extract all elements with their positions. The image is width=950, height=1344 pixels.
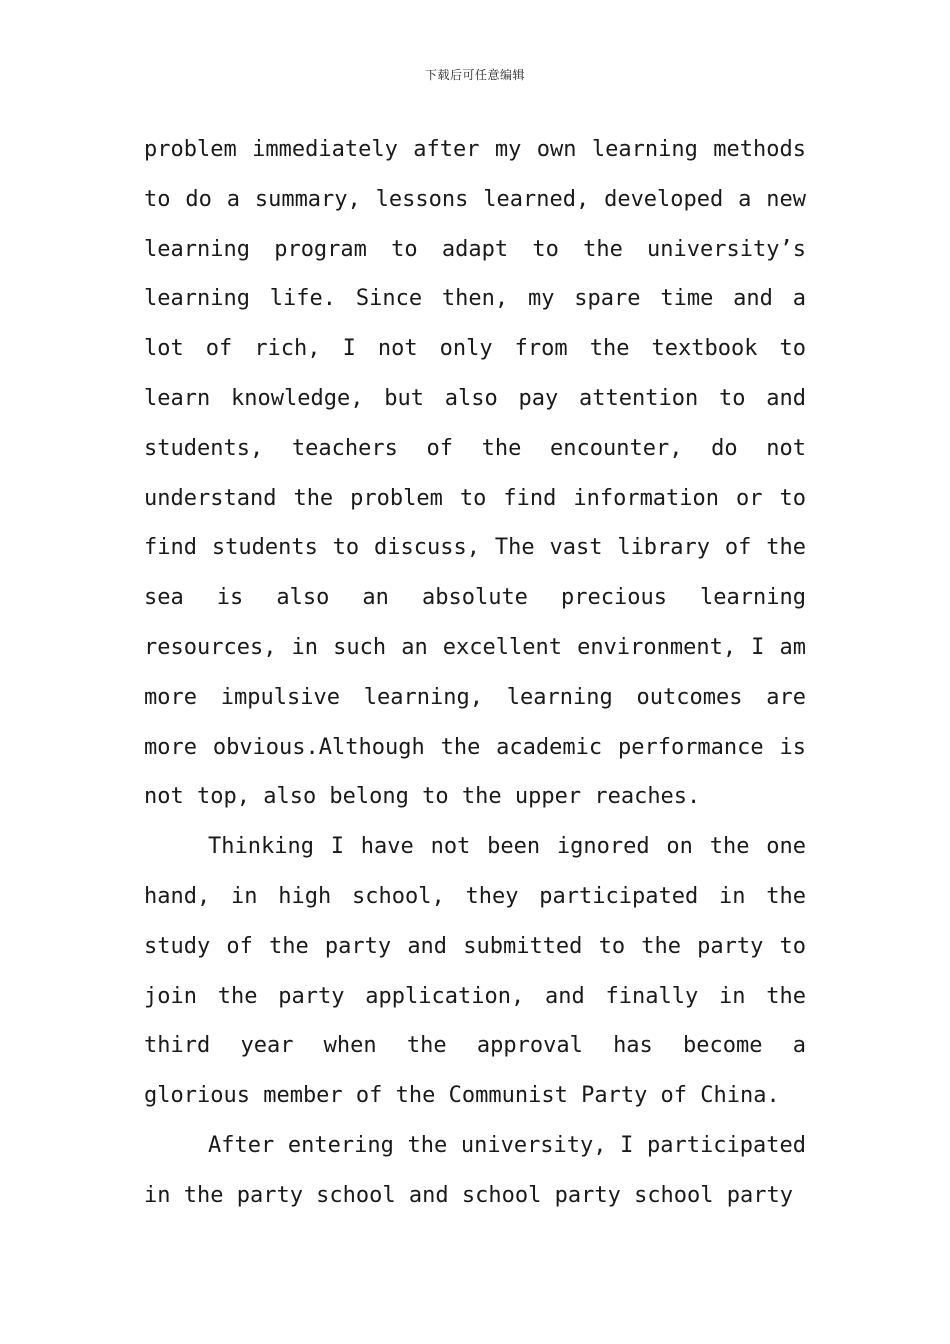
page-header: 下载后可任意编辑 [424, 68, 525, 82]
paragraph-1: problem immediately after my own learning methods to do a summary, lessons learned, developed a new learning program to adapt to the university’s learning life. Since then, my spare time and a lot of rich, I not only from the textbook to learn knowledge, but also pay attention to and students, teachers of the encounter, do not understand the problem to find information or to find students to discuss, The vast library of the sea is also an absolute precious learning resources, in such an excellent environment, I am more impulsive learning, learning outcomes are more obvious.Although the academic performance is not top, also belong to the upper reaches. [144, 137, 806, 810]
document-body [144, 125, 806, 1221]
paragraph-2: Thinking I have not been ignored on the one hand, in high school, they participated in the study of the party and submitted to the party to join the party application, and finally in the third year when the approval has become a glorious member of the Communist Party of China. [144, 834, 806, 1109]
paragraph-3: After entering the university, I participated in the party school and school party school party [144, 1132, 806, 1208]
